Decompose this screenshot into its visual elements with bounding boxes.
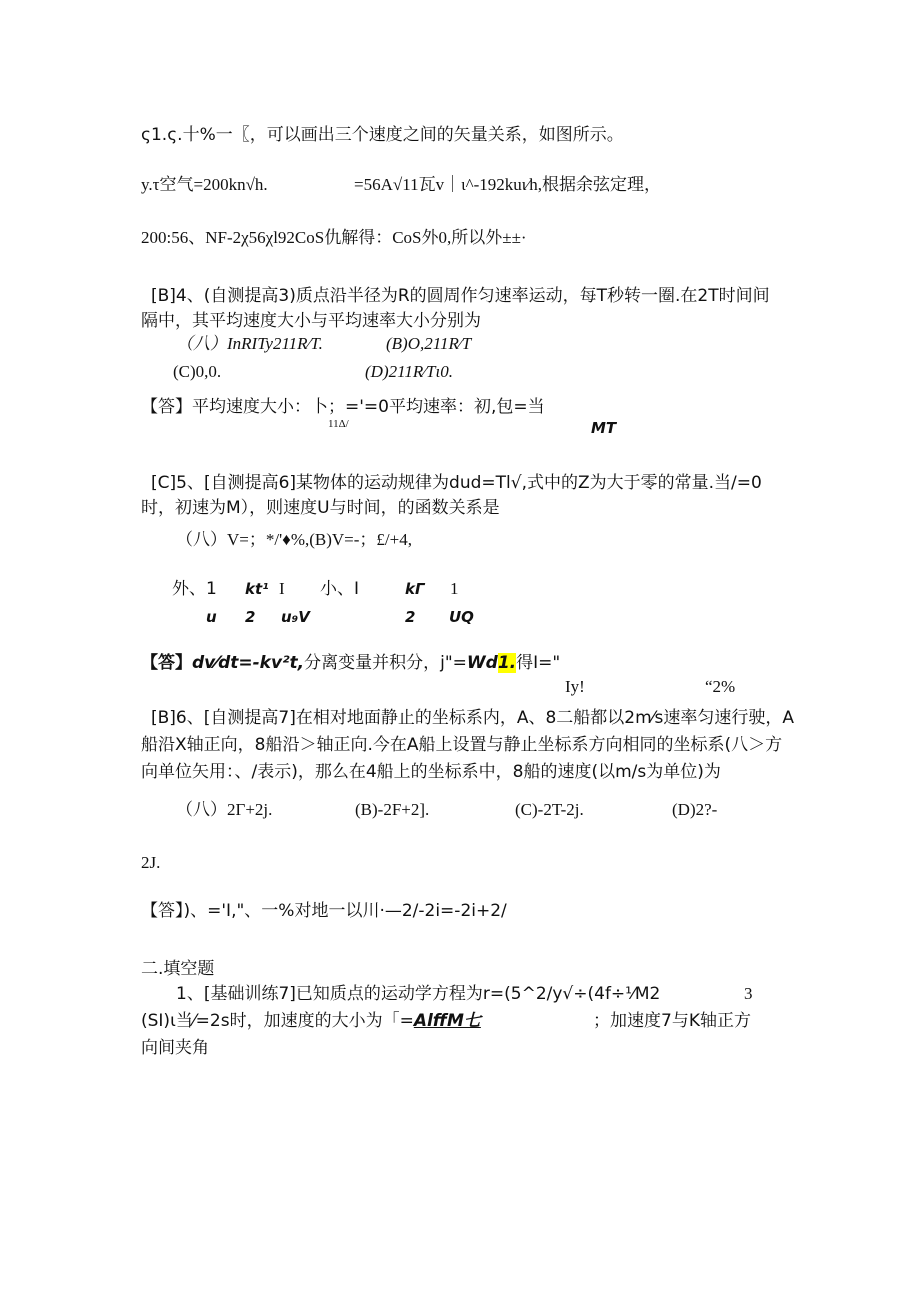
question-5-line2: 时，初速为M），则速度U与时间，的函数关系是: [141, 498, 500, 518]
question-4-option-c: (C)0,0.: [173, 362, 222, 381]
fill-1-line3: 向间夹角: [141, 1038, 209, 1058]
question-6-option-a: （八）2Γ+2j.: [176, 800, 273, 819]
answer-4-line1: 【答】平均速度大小：卜；='=0平均速率：初,包=当: [141, 397, 545, 417]
answer-5-line1: [141, 652, 560, 674]
line-solve-cos: 200:56、NF-2χ56χl92CoS仇解得：CoS外0,所以外±±·: [141, 228, 527, 247]
section-2-heading: 二.填空题: [141, 959, 215, 979]
question-5-line1: [C]5、[自测提高6]某物体的运动规律为dud=Tl√,式中的Z为大于零的常量.当/=0: [151, 473, 762, 493]
fill-1-answer-blank: AlffM七: [413, 1011, 481, 1031]
question-5-cd-row2-e: UQ: [449, 608, 474, 626]
answer-5-wd: Wd: [466, 653, 498, 673]
fill-1-line2-right: ；加速度7与K轴正方: [593, 1011, 751, 1031]
question-4-option-a: （八）InRITy211R⁄T.: [176, 334, 323, 353]
question-4-option-b: (B)O,211R⁄T: [386, 334, 472, 353]
question-5-cd-row1-c: I: [279, 579, 285, 598]
question-5-cd-row1-f: 1: [450, 579, 459, 598]
question-4-option-d: (D)211R⁄Tι0.: [365, 362, 453, 381]
answer-4-fraction-right: MT: [591, 419, 617, 437]
answer-4-fraction-left: 11Δ/: [328, 418, 349, 430]
question-6-line3: 向单位矢用：、/表示)，那么在4船上的坐标系中，8船的速度(以m/s为单位)为: [141, 762, 721, 782]
line-cosine-law: =56A√11瓦v｜ι^-192kuι⁄h,根据余弦定理，: [354, 175, 661, 194]
question-5-cd-row2-c: u₉V: [281, 608, 310, 626]
answer-5-label: 【答】: [141, 653, 192, 673]
question-6-option-c: (C)-2T-2j.: [515, 800, 584, 819]
question-6-line2: 船沿X轴正向，8船沿＞轴正向.今在A船上设置与静止坐标系方向相同的坐标系(八＞方: [141, 735, 783, 755]
question-5-cd-row2-a: u: [206, 608, 217, 626]
line-vector-relation: ς1.ς.十%一〖，可以画出三个速度之间的矢量关系，如图所示。: [141, 125, 624, 145]
answer-5-integrate: 分离变量并积分，j"=: [304, 653, 467, 673]
answer-5-line2-b: “2%: [705, 677, 736, 696]
question-5-cd-row1-b: kt¹: [245, 580, 269, 598]
answer-5-line2-a: Iy!: [565, 677, 585, 696]
question-6-line1: [B]6、[自测提高7]在相对地面静止的坐标系内，A、8二船都以2m⁄s速率匀速行驶，A: [151, 708, 794, 728]
question-6-option-d: (D)2?-: [672, 800, 718, 819]
question-5-cd-row2-d: 2: [405, 608, 416, 626]
fill-1-prompt: (SI)ι当⁄=2s时，加速度的大小为「=: [141, 1011, 414, 1031]
question-5-options-ab: （八）V=；*/'♦%,(B)V=-；£/+4,: [176, 530, 412, 549]
answer-5-equation: dv⁄dt=-kv²t,: [192, 653, 305, 673]
question-4-line2: 隔中，其平均速度大小与平均速率大小分别为: [141, 311, 481, 331]
question-5-cd-row2-b: 2: [245, 608, 256, 626]
question-6-option-d-cont: 2J.: [141, 853, 161, 872]
answer-5-result: 得I=": [516, 653, 561, 673]
fill-1-line1: 1、[基础训练7]已知质点的运动学方程为r=(5^2/y√÷(4f÷⅟M2: [176, 984, 661, 1004]
fill-1-line2: [141, 1010, 481, 1032]
answer-5-highlight: 1.: [497, 653, 517, 673]
fill-1-line1-exponent: 3: [744, 984, 753, 1003]
question-5-cd-row1-d: 小、I: [320, 579, 360, 599]
question-5-cd-row1-a: 外、1: [172, 579, 217, 599]
line-air-speed: y.τ空气=200kn√h.: [141, 175, 268, 194]
question-6-option-b: (B)-2F+2].: [355, 800, 430, 819]
question-5-cd-row1-e: kΓ: [405, 580, 425, 598]
question-4-line1: [B]4、(自测提高3)质点沿半径为R的圆周作匀速率运动，每T秒转一圈.在2T时间间: [151, 286, 770, 306]
answer-6-line1: 【答】)、='I,"、一%对地一以川·—2/-2i=-2i+2/: [141, 901, 507, 921]
